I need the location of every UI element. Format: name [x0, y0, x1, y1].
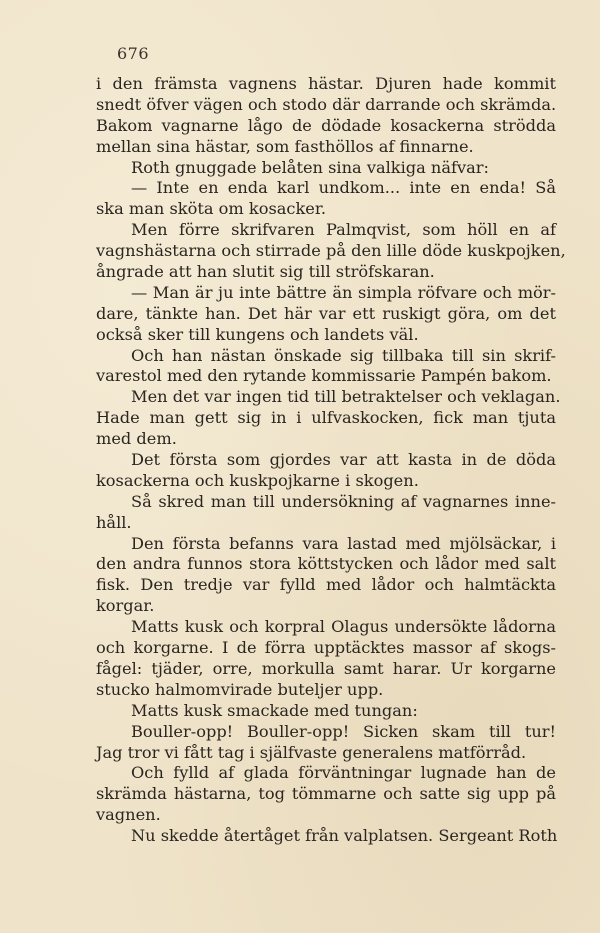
text-line: Den första befanns vara lastad med mjölsäckar, i — [131, 533, 556, 553]
text-line: Hade man gett sig in i ulfvaskocken, fick man tjuta — [96, 408, 556, 428]
body-text — [96, 74, 566, 847]
text-line: Så skred man till undersökning af vagnarnes inne- — [131, 491, 556, 511]
text-line: Roth gnuggade belåten sina valkiga näfvar: — [131, 157, 489, 177]
text-line: Jag tror vi fått tag i själfvaste generalens matförråd. — [96, 742, 527, 762]
text-line: i den främsta vagnens hästar. Djuren hade kommit — [96, 74, 556, 93]
text-line: fågel: tjäder, orre, morkulla samt harar. Ur korgarne — [96, 658, 556, 678]
text-line: håll. — [96, 512, 132, 532]
text-line: Matts kusk och korpral Olagus undersökte lådorna — [131, 617, 556, 637]
text-line: mellan sina hästar, som fasthöllos af finnarne. — [96, 136, 474, 156]
text-line: — Man är ju inte bättre än simpla röfvare och mör- — [131, 282, 556, 302]
text-line: fisk. Den tredje var fylld med lådor och halmtäckta — [96, 575, 556, 595]
text-line: Bakom vagnarne lågo de dödade kosackerna strödda — [96, 115, 556, 135]
text-line: med dem. — [96, 429, 177, 449]
text-line: dare, tänkte han. Det här var ett ruskigt göra, om det — [96, 303, 556, 323]
text-line: Bouller-opp! Bouller-opp! Sicken skam till tur! — [131, 721, 556, 741]
text-line: Det första som gjordes var att kasta in de döda — [131, 450, 556, 470]
text-line: Matts kusk smackade med tungan: — [131, 700, 418, 720]
text-line: också sker till kungens och landets väl. — [96, 324, 419, 344]
text-line: — Inte en enda karl undkom... inte en enda! Så — [131, 178, 556, 198]
text-line: ska man sköta om kosacker. — [96, 199, 326, 219]
text-line: Men det var ingen tid till betraktelser och veklagan. — [131, 387, 561, 407]
text-line: Nu skedde återtåget från valplatsen. Sergeant Roth — [131, 826, 558, 846]
text-line: Och fylld af glada förväntningar lugnade han de — [131, 763, 556, 783]
text-line: och korgarne. I de förra upptäcktes massor af skogs- — [96, 638, 556, 658]
text-line: vagnen. — [96, 805, 161, 825]
text-line: Men förre skrifvaren Palmqvist, som höll en af — [131, 220, 556, 240]
text-line: kosackerna och kuskpojkarne i skogen. — [96, 470, 419, 490]
text-line: vagnshästarna och stirrade på den lille döde kuskpojken, — [96, 241, 566, 261]
text-line: stucko halmomvirade buteljer upp. — [96, 679, 384, 699]
text-line: korgar. — [96, 596, 155, 616]
text-line: Och han nästan önskade sig tillbaka till sin skrif- — [131, 345, 556, 365]
text-line: skrämda hästarna, tog tömmarne och satte sig upp på — [96, 784, 556, 804]
text-line: varestol med den rytande kommissarie Pampén bakom. — [96, 366, 552, 386]
page-number: 676 — [117, 44, 150, 63]
text-line: ångrade att han slutit sig till ströfskaran. — [96, 262, 435, 282]
text-line: den andra funnos stora köttstycken och lådor med salt — [96, 554, 556, 574]
text-line: snedt öfver vägen och stodo där darrande och skrämda. — [96, 94, 557, 114]
